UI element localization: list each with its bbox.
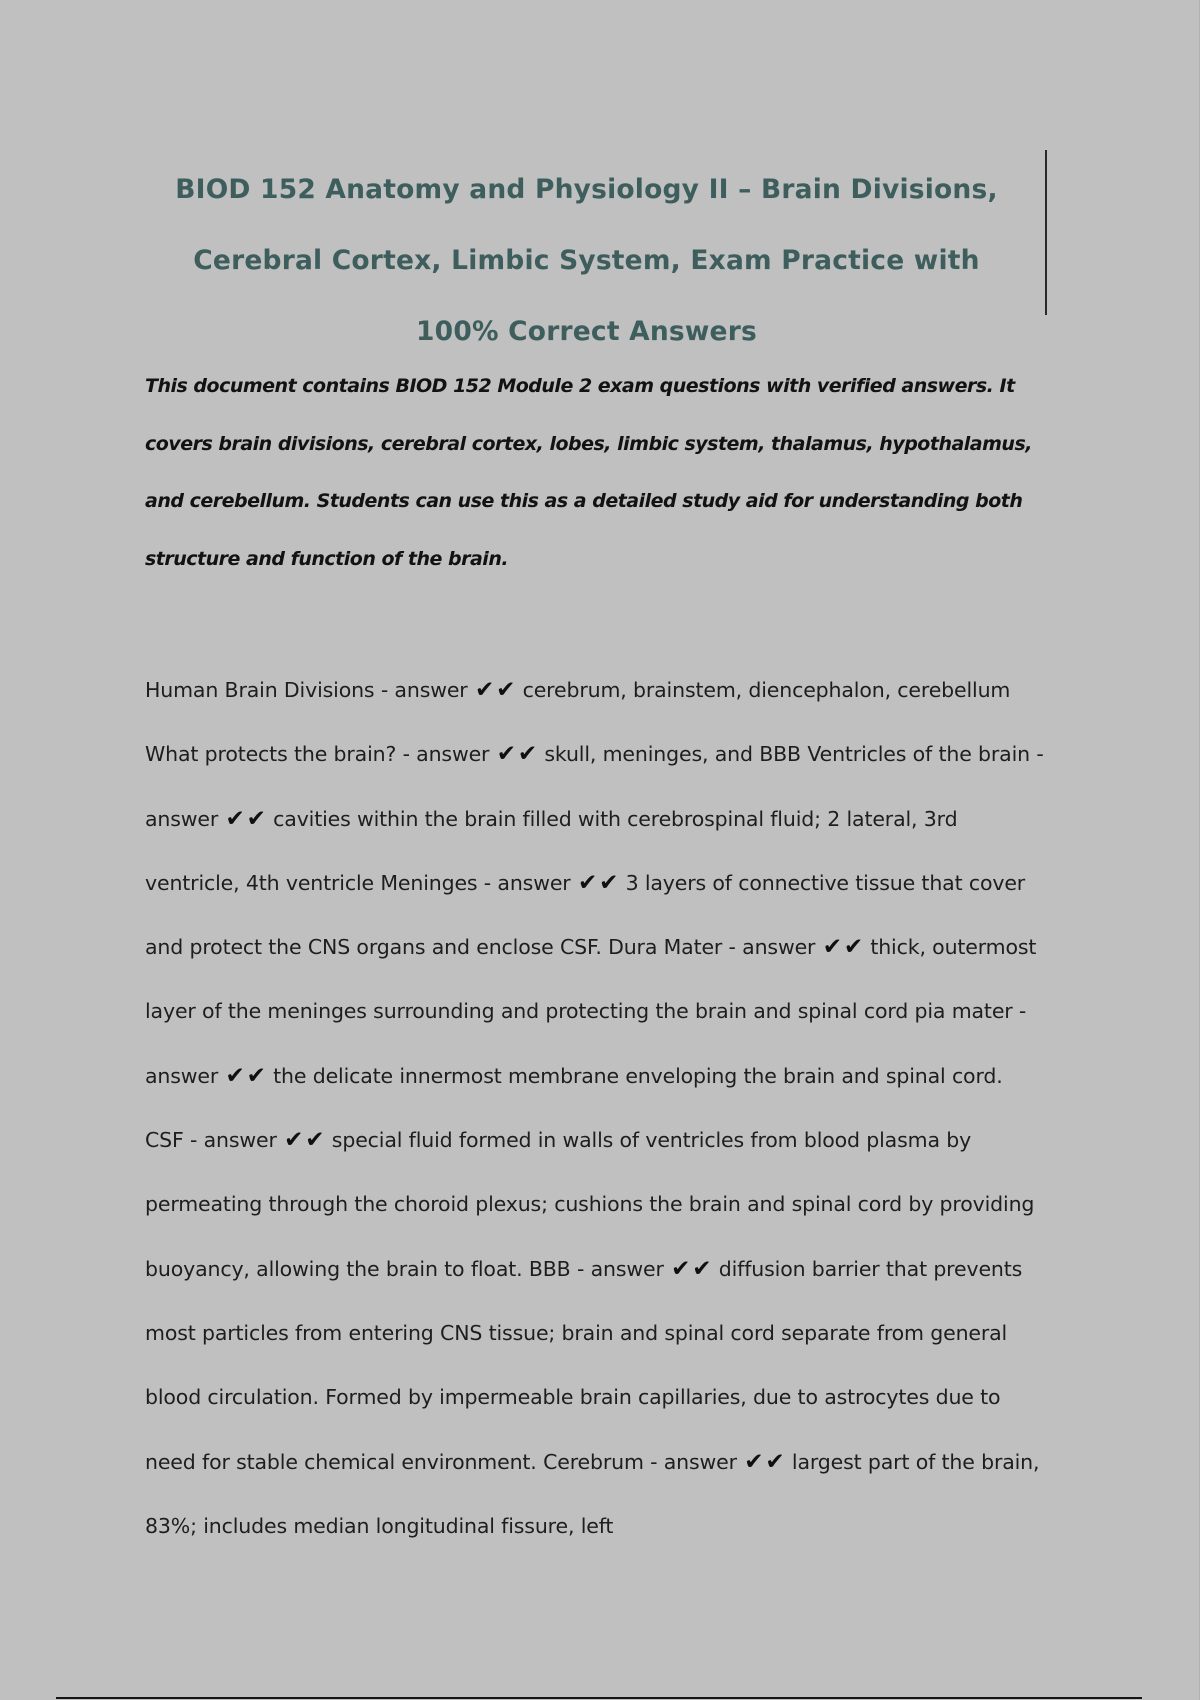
check-icon: ✔ bbox=[577, 869, 598, 896]
entry-question: CSF - answer bbox=[145, 1128, 277, 1153]
entry-question: Dura Mater - answer bbox=[608, 935, 816, 960]
check-icon: ✔ bbox=[305, 1127, 325, 1154]
entry-question: pia mater - answer bbox=[145, 999, 1027, 1088]
check-icon: ✔ bbox=[744, 1448, 764, 1475]
entry-answer: the delicate innermost membrane enveloping the brain and spinal cord. bbox=[273, 1063, 1003, 1088]
check-icon: ✔ bbox=[671, 1255, 691, 1282]
check-icon: ✔ bbox=[822, 934, 842, 961]
document-intro: This document contains BIOD 152 Module 2 exam questions with verified answers. It covers brain divisions, cerebral cortex, lobes, limbic system, thalamus, hypothalamus, and cerebellum. Students can use this as a detailed study aid for understanding both structure and function of the brain. bbox=[145, 375, 1032, 570]
entry-answer: cerebrum, brainstem, diencephalon, cerebellum bbox=[522, 678, 1011, 702]
entry-answer: diffusion barrier that prevents most particles from entering CNS tissue; brain and spinal cord separate from general blood circulation. Formed by impermeable brain capillaries, due to astrocytes due to need for stable chemical environment. bbox=[145, 1256, 1023, 1474]
entry-answer: cavities within the brain filled with cerebrospinal fluid; 2 lateral, 3rd ventricle, 4th ventricle bbox=[145, 806, 958, 895]
check-icon: ✔ bbox=[692, 1255, 712, 1282]
check-icon: ✔ bbox=[496, 741, 516, 768]
check-icon: ✔ bbox=[284, 1127, 304, 1154]
entry-question: Cerebrum - answer bbox=[543, 1449, 737, 1474]
entry-question: What protects the brain? - answer bbox=[145, 742, 490, 767]
entry-answer: largest part of the brain, 83%; includes median longitudinal fissure, left bbox=[145, 1449, 1040, 1538]
entry-question: Meninges - answer bbox=[380, 870, 571, 895]
check-icon: ✔ bbox=[765, 1448, 785, 1475]
check-icon: ✔ bbox=[517, 741, 537, 768]
check-icon: ✔ bbox=[225, 1062, 245, 1089]
title-block bbox=[150, 150, 1047, 347]
entry-answer: 3 layers of connective tissue that cover and protect the CNS organs and enclose CSF. bbox=[145, 870, 1026, 960]
entry-question: BBB - answer bbox=[528, 1256, 664, 1281]
check-icon: ✔ bbox=[496, 677, 516, 703]
footer-rule bbox=[56, 1697, 1142, 1699]
check-icon: ✔ bbox=[474, 677, 495, 703]
check-icon: ✔ bbox=[246, 1062, 266, 1089]
document-title: BIOD 152 Anatomy and Physiology II – Brain Divisions, Cerebral Cortex, Limbic System, Exam Practice with 100% Correct Answers bbox=[175, 174, 998, 347]
entry-answer: skull, meninges, and BBB bbox=[544, 742, 801, 767]
check-icon: ✔ bbox=[843, 934, 863, 961]
entry-answer: special fluid formed in walls of ventricles from blood plasma by permeating through the choroid plexus; cushions the brain and spinal cord by providing buoyancy, allowing the brain to float. bbox=[145, 1128, 1035, 1281]
check-icon: ✔ bbox=[599, 869, 619, 896]
check-icon: ✔ bbox=[225, 805, 245, 832]
entry-question: Human Brain Divisions - answer bbox=[145, 678, 468, 702]
entry-answer: thick, outermost layer of the meninges surrounding and protecting the brain and spinal cord bbox=[145, 935, 1037, 1024]
entry-question: Ventricles of the brain - answer bbox=[145, 742, 1044, 831]
check-icon: ✔ bbox=[246, 805, 266, 832]
qa-body bbox=[145, 658, 1045, 1558]
